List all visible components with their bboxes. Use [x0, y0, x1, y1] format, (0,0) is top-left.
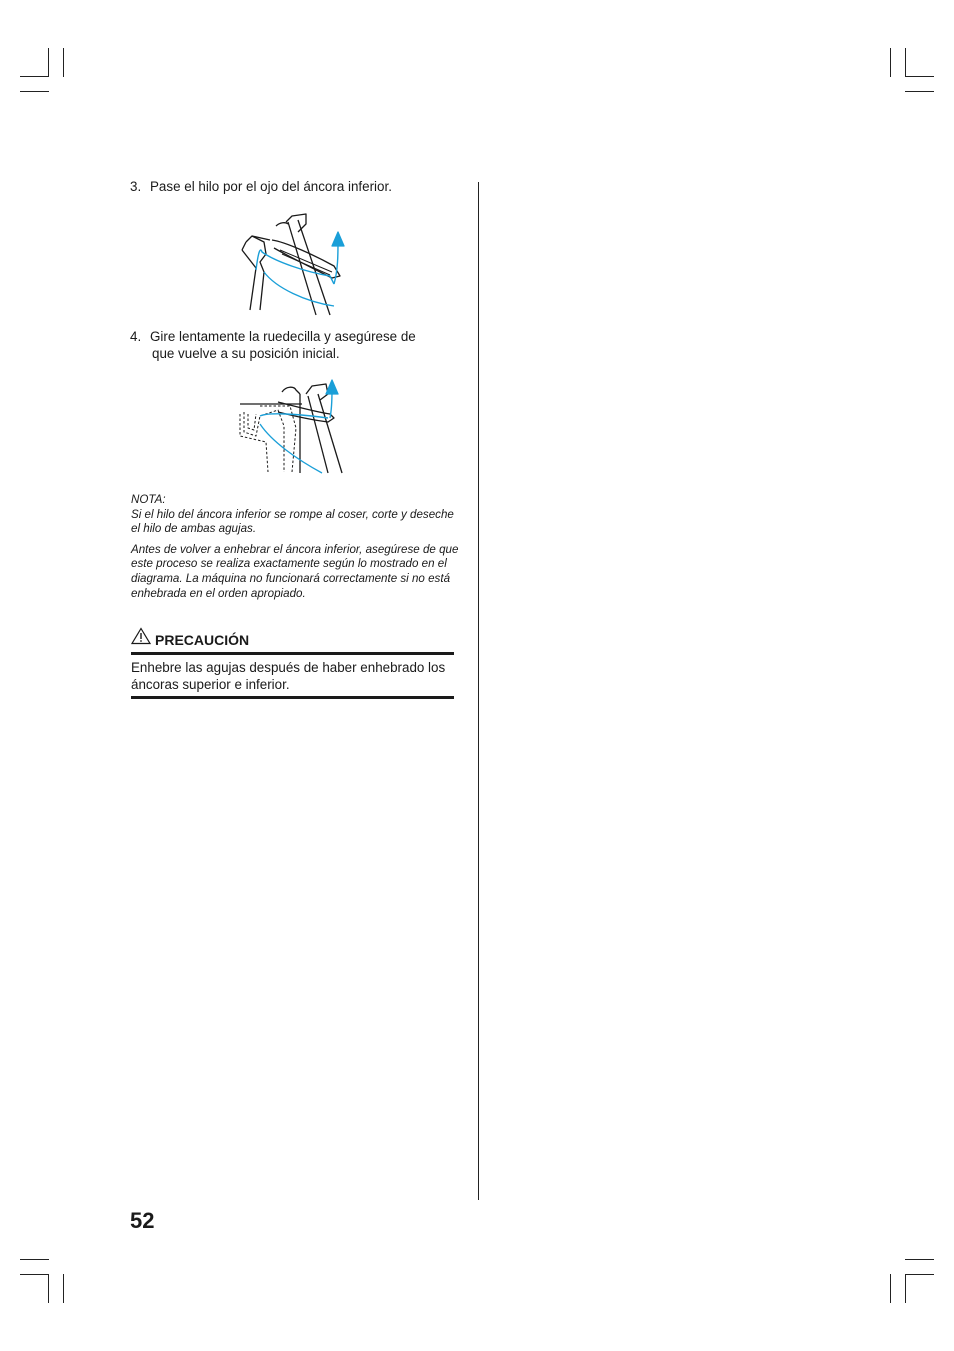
caution-header [131, 627, 454, 655]
step-4-line-1: Gire lentamente la ruedecilla y asegúrese de [150, 329, 416, 344]
crop-mark [890, 48, 891, 77]
crop-mark [20, 1259, 49, 1260]
crop-mark [48, 48, 49, 77]
step-3-text: Pase el hilo por el ojo del áncora inferior. [150, 179, 392, 194]
lower-looper-threading-diagram [236, 210, 346, 320]
note-paragraph-1: Si el hilo del áncora inferior se rompe al coser, corte y deseche el hilo de ambas agujas. [131, 507, 454, 536]
crop-mark [20, 91, 49, 92]
column-divider [478, 182, 479, 1200]
crop-mark [905, 91, 934, 92]
caution-text: Enhebre las agujas después de haber enhebrado los áncoras superior e inferior. [131, 655, 454, 699]
step-3 [130, 179, 392, 196]
step-4-line-2: que vuelve a su posición inicial. [152, 345, 340, 361]
crop-mark [63, 1274, 64, 1303]
step-3-number: 3. [130, 179, 142, 194]
crop-mark [63, 48, 64, 77]
crop-mark [905, 1274, 934, 1275]
crop-mark [905, 1274, 906, 1303]
crop-mark [890, 1274, 891, 1303]
looper-return-position-diagram [238, 376, 348, 476]
caution-box [131, 627, 454, 699]
note-label: NOTA: [131, 493, 166, 506]
crop-mark [905, 76, 934, 77]
step-4-number: 4. [130, 329, 142, 344]
crop-mark [48, 1274, 49, 1303]
crop-mark [905, 1259, 934, 1260]
step-4 [130, 329, 416, 362]
caution-title: PRECAUCIÓN [155, 632, 250, 648]
crop-mark [20, 1274, 49, 1275]
crop-mark [905, 48, 906, 77]
note-block [131, 493, 461, 607]
page-number: 52 [130, 1208, 155, 1233]
warning-triangle-icon [131, 627, 151, 649]
note-paragraph-2: Antes de volver a enhebrar el áncora inferior, asegúrese de que este proceso se realiza exactamente según lo mostrado en el diagrama. La máquina no funcionará correctamente si no está enhebrada en el orden apropiado. [131, 542, 459, 600]
crop-mark [20, 76, 49, 77]
